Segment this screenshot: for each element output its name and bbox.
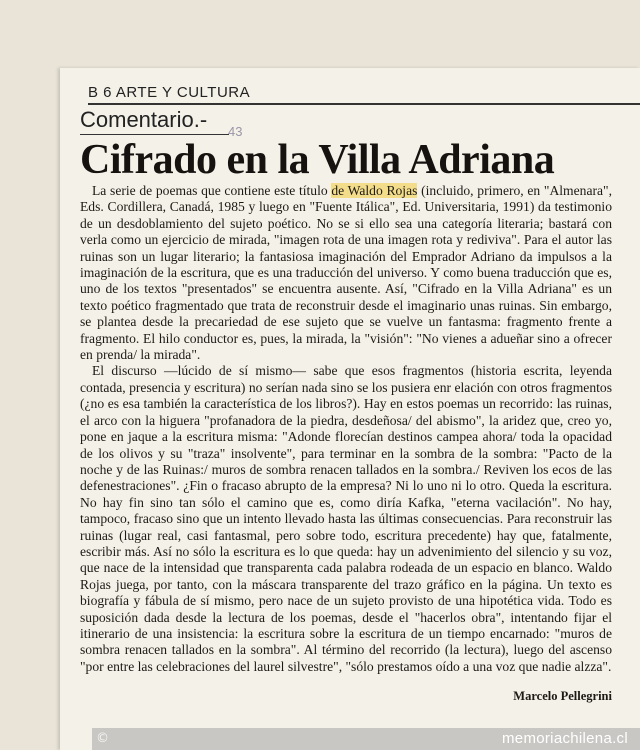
author-byline: Marcelo Pellegrini xyxy=(513,689,612,703)
section-header: B 6 ARTE Y CULTURA xyxy=(88,84,251,101)
copyright-icon: © xyxy=(96,731,109,746)
header-rule xyxy=(88,103,640,105)
paragraph-1-rest: (incluido, primero, en "Almenara", Eds. Cordillera, Canadá, 1985 y luego en "Fuente Itálica", Ed. Universitaria, 1991) da testimonio de un desdoblamiento del sujeto poético. No se si ello sea una categoría literaria; bastará con verla como un ejercicio de mirada, "imagen rota de una imagen rota y rediviva". Para el autor las ruinas son un lugar literario; la fantasiosa imaginación del Emprador Adriano da impulsos a la imaginación de la escritura, que es una traducción del universo. Y como buena traducción que es, uno de los textos "presentados" se encuentra ausente. Así, "Cifrado en la Villa Adriana" es un texto poético fragmentado que trata de reconstruir desde el imaginario unas ruinas. Sin embargo, se plantea desde la precariedad de ese sujeto que se vuelve un fantasma: fragmento frente a fragmento. El hilo conductor es, pues, la mirada, la "visión": "No vienes a adueñar sino a ofrecer en prenda/ la mirada". xyxy=(80,183,612,363)
article-kicker: Comentario.- xyxy=(80,106,229,135)
watermark-site[interactable]: memoriachilena.cl xyxy=(502,730,628,747)
highlighted-author: de Waldo Rojas xyxy=(331,183,418,198)
article-body xyxy=(80,183,612,675)
paragraph-1-start: La serie de poemas que contiene este título xyxy=(92,183,332,198)
paragraph-1 xyxy=(80,183,612,363)
paragraph-2: El discurso —lúcido de sí mismo— sabe que esos fragmentos (historia escrita, leyenda contada, presencia y escritura) no serían nada sino se los pusiera enr elación con otros fragmentos (¿no es esa también la característica de los libros?). Hay en estos poemas un recorrido: las ruinas, el arco con la higuera "profanadora de la piedra, desdeñosa/ del abismo", la aridez que, creo yo, pone en jaque a la escritura misma: "Adonde florecían destinos campea ahora/ toda la opacidad de los olivos y su "traza" insolvente", para terminar en la sombra de la sombra: "Pacto de la noche y de las Ruinas:/ muros de sombra renacen tallados en la sombra./ Reviven los ecos de las defenestraciones". ¿Fin o fracaso abrupto de la empresa? Ni lo uno ni lo otro. Queda la escritura. No hay fin sino tan sólo el camino que es, como diría Kafka, "eterna vacilación". No hay, tampoco, fracaso sino que un intento llevado hasta las últimas consecuencias. Para reconstruir las ruinas (lugar real, casi fantasmal, pero sobre todo, escritura precedente) hay que, fatalmente, escribir más. Así no sólo la escritura es lo que queda: hay un advenimiento del silencio y su voz, que nace de la intensidad que transparenta cada palabra rodeada de un espacio en blanco. Waldo Rojas juega, por tanto, con la máscara transparente del trazo gráfico en la página. Un texto es biografía y fábula de sí mismo, pero nace de un sujeto provisto de una hipotética vida. Todo es suposición dada desde la lectura de los poemas, desde el "hacerlos obra", intentando fijar el itinerario de una insistencia: la escritura sobre la escritura de un tiempo encarnado: "muros de sombra renacen tallados en la sombra". Al término del recorrido (la lectura), luego del ascenso "por entre las celebraciones del laurel silvestre", "sólo prestamos oído a una voz que nadie alzza". xyxy=(80,363,612,674)
article-headline: Cifrado en la Villa Adriana xyxy=(80,137,555,183)
handwritten-mark: 43 xyxy=(228,124,243,139)
